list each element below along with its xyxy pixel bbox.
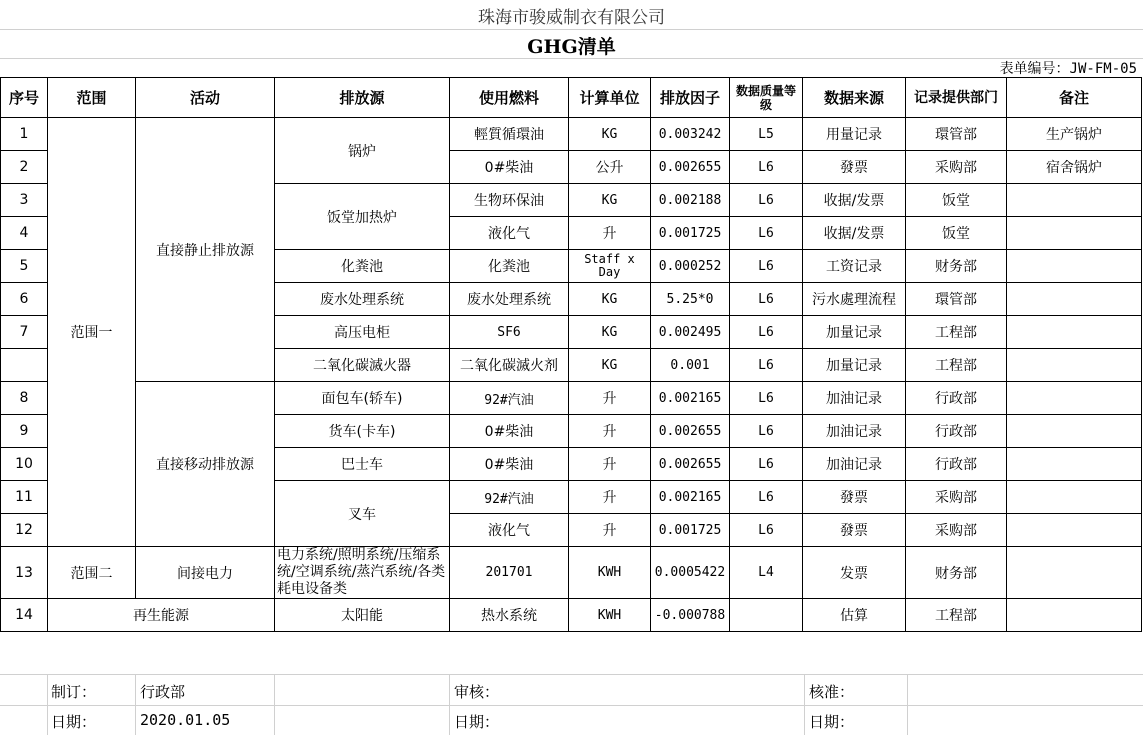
cell-fuel: 废水处理系统 [450,283,569,316]
cell-unit: KWH [569,599,651,632]
cell-level: L6 [730,316,803,349]
cell-dept: 采购部 [906,481,1007,514]
cell-source: 化粪池 [275,250,450,283]
cell-fuel: 化粪池 [450,250,569,283]
cell-unit: KG [569,184,651,217]
cell-note [1007,514,1142,547]
cell-no: 12 [1,514,48,547]
cell-src: 收据/发票 [803,184,906,217]
table-row [1,118,1142,151]
cell-scope: 再生能源 [48,599,275,632]
cell-source: 面包车(轿车) [275,382,450,415]
cell-fuel: 二氧化碳滅火剂 [450,349,569,382]
cell-no: 10 [1,448,48,481]
cell-no: 14 [1,599,48,632]
cell-unit: 升 [569,481,651,514]
cell-unit: KG [569,283,651,316]
cell-factor: 0.002165 [651,382,730,415]
cell-level: L4 [730,547,803,599]
cell-src: 發票 [803,514,906,547]
cell-level: L6 [730,217,803,250]
cell-dept: 财务部 [906,547,1007,599]
cell-source: 巴士车 [275,448,450,481]
cell-level: L6 [730,448,803,481]
cell-src: 发票 [803,547,906,599]
review-date-label: 日期： [454,713,500,731]
table-row [1,547,1142,599]
cell-note [1007,382,1142,415]
cell-dept: 采购部 [906,151,1007,184]
cell-activity: 间接电力 [136,547,275,599]
cell-no: 1 [1,118,48,151]
cell-note [1007,283,1142,316]
cell-source: 高压电柜 [275,316,450,349]
col-header: 使用燃料 [450,78,569,118]
cell-fuel: 生物环保油 [450,184,569,217]
cell-unit: 升 [569,382,651,415]
cell-no: 8 [1,382,48,415]
cell-note: 生产锅炉 [1007,118,1142,151]
cell-factor: 0.002165 [651,481,730,514]
cell-fuel: 輕質循環油 [450,118,569,151]
col-header: 记录提供部门 [906,78,1007,118]
col-header: 数据来源 [803,78,906,118]
cell-level: L6 [730,349,803,382]
cell-fuel: 0#柴油 [450,151,569,184]
cell-factor: 0.002655 [651,151,730,184]
cell-level: L6 [730,184,803,217]
page-title: GHG清单 [527,36,616,58]
cell-dept: 工程部 [906,349,1007,382]
cell-level: L6 [730,415,803,448]
cell-dept: 饭堂 [906,217,1007,250]
cell-note: 宿舍锅炉 [1007,151,1142,184]
cell-src: 加量记录 [803,316,906,349]
cell-source: 饭堂加热炉 [275,184,450,250]
cell-level: L6 [730,514,803,547]
cell-source: 锅炉 [275,118,450,184]
cell-level: L6 [730,481,803,514]
cell-dept: 财务部 [906,250,1007,283]
cell-level: L6 [730,151,803,184]
cell-source: 货车(卡车) [275,415,450,448]
cell-src: 加油记录 [803,415,906,448]
cell-dept: 行政部 [906,382,1007,415]
cell-src: 加油记录 [803,448,906,481]
cell-unit: Staff x Day [569,250,651,283]
cell-no: 11 [1,481,48,514]
cell-dept: 工程部 [906,316,1007,349]
cell-factor: 0.002655 [651,415,730,448]
col-header: 排放源 [275,78,450,118]
cell-note [1007,349,1142,382]
cell-factor: 0.002188 [651,184,730,217]
cell-no: 3 [1,184,48,217]
cell-dept: 饭堂 [906,184,1007,217]
review-label: 审核： [454,683,500,701]
cell-factor: 0.000252 [651,250,730,283]
cell-dept: 行政部 [906,448,1007,481]
ghg-table [0,77,1142,632]
cell-factor: -0.000788 [651,599,730,632]
cell-dept: 環管部 [906,283,1007,316]
cell-activity: 直接静止排放源 [136,118,275,382]
cell-unit: KG [569,118,651,151]
cell-fuel: 92#汽油 [450,382,569,415]
cell-fuel: 0#柴油 [450,415,569,448]
cell-factor: 0.0005422 [651,547,730,599]
cell-factor: 0.003242 [651,118,730,151]
company-name: 珠海市骏威制衣有限公司 [478,8,665,28]
approve-date-label: 日期： [809,713,855,731]
cell-fuel: 0#柴油 [450,448,569,481]
col-header: 数据质量等级 [730,78,803,118]
cell-dept: 環管部 [906,118,1007,151]
cell-level: L6 [730,283,803,316]
cell-no: 7 [1,316,48,349]
cell-level: L5 [730,118,803,151]
cell-factor: 0.002655 [651,448,730,481]
cell-fuel: 热水系统 [450,599,569,632]
cell-source: 废水处理系统 [275,283,450,316]
cell-note [1007,415,1142,448]
col-header: 备注 [1007,78,1142,118]
cell-note [1007,599,1142,632]
col-header: 排放因子 [651,78,730,118]
cell-no: 5 [1,250,48,283]
date-label: 日期： [51,713,97,731]
cell-dept: 工程部 [906,599,1007,632]
cell-scope: 范围一 [48,118,136,547]
cell-source: 电力系统/照明系统/压缩系统/空调系统/蒸汽系统/各类耗电设备类 [275,547,450,599]
cell-dept: 行政部 [906,415,1007,448]
cell-src: 污水處理流程 [803,283,906,316]
cell-no: 9 [1,415,48,448]
cell-unit: 升 [569,448,651,481]
cell-note [1007,448,1142,481]
cell-no: 2 [1,151,48,184]
cell-note [1007,316,1142,349]
cell-fuel: 液化气 [450,217,569,250]
table-row [1,382,1142,415]
cell-unit: KG [569,316,651,349]
col-header: 计算单位 [569,78,651,118]
cell-fuel: SF6 [450,316,569,349]
col-header: 序号 [1,78,48,118]
cell-source: 太阳能 [275,599,450,632]
cell-src: 工资记录 [803,250,906,283]
made-by-label: 制订： [51,683,97,701]
made-by-value: 行政部 [140,683,186,701]
cell-factor: 0.001 [651,349,730,382]
cell-unit: 升 [569,415,651,448]
cell-level [730,599,803,632]
cell-source: 叉车 [275,481,450,547]
cell-src: 加量记录 [803,349,906,382]
col-header: 活动 [136,78,275,118]
cell-unit: KG [569,349,651,382]
cell-unit: 升 [569,217,651,250]
cell-note [1007,184,1142,217]
cell-scope: 范围二 [48,547,136,599]
cell-note [1007,217,1142,250]
cell-src: 發票 [803,151,906,184]
cell-no: 6 [1,283,48,316]
cell-factor: 0.001725 [651,217,730,250]
col-header: 范围 [48,78,136,118]
cell-level: L6 [730,382,803,415]
form-number: 表单编号：JW-FM-05 [999,61,1137,77]
cell-note [1007,250,1142,283]
cell-src: 用量记录 [803,118,906,151]
cell-unit: 公升 [569,151,651,184]
cell-factor: 0.002495 [651,316,730,349]
date-value: 2020.01.05 [140,711,231,729]
cell-fuel: 液化气 [450,514,569,547]
cell-src: 估算 [803,599,906,632]
cell-no: 13 [1,547,48,599]
cell-source: 二氧化碳滅火器 [275,349,450,382]
cell-unit: KWH [569,547,651,599]
cell-no [1,349,48,382]
cell-activity: 直接移动排放源 [136,382,275,547]
cell-src: 發票 [803,481,906,514]
approve-label: 核准： [809,683,855,701]
cell-note [1007,547,1142,599]
cell-src: 收据/发票 [803,217,906,250]
cell-unit: 升 [569,514,651,547]
table-row [1,599,1142,632]
cell-fuel: 92#汽油 [450,481,569,514]
cell-note [1007,481,1142,514]
cell-factor: 5.25*0 [651,283,730,316]
header-row [1,78,1142,118]
cell-dept: 采购部 [906,514,1007,547]
cell-src: 加油记录 [803,382,906,415]
cell-fuel: 201701 [450,547,569,599]
cell-no: 4 [1,217,48,250]
cell-factor: 0.001725 [651,514,730,547]
cell-level: L6 [730,250,803,283]
